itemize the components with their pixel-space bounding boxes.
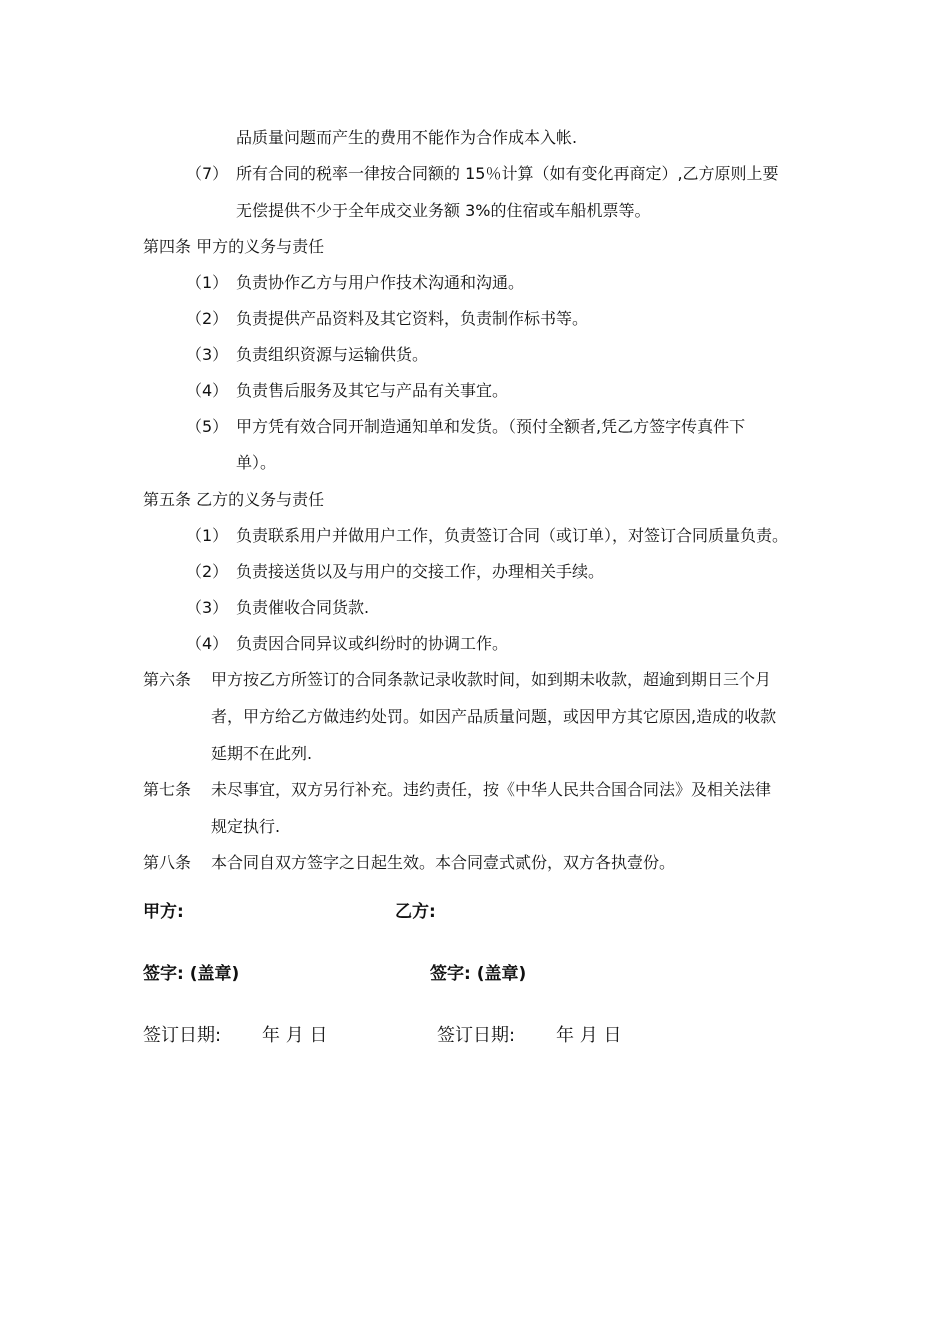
article-4-item-number: （2） [186, 309, 229, 328]
article-4-item-text: 甲方凭有效合同开制造通知单和发货。（预付全额者,凭乙方签字传真件下 [236, 417, 746, 436]
article-4-item-number: （5） [186, 417, 229, 436]
article-7-text-line1: 未尽事宜，双方另行补充。违约责任，按《中华人民共合国合同法》及相关法律 [211, 780, 772, 799]
article-7-label: 第七条 [143, 780, 192, 799]
article-4-item-number: （4） [186, 381, 229, 400]
article-5-item-number: （4） [186, 634, 229, 653]
article-5-item-text: 负责催收合同货款. [236, 598, 370, 617]
party-a-sign-date-label: 签订日期: [143, 1025, 222, 1046]
party-b-signature-seal-label: 签字: (盖章) [430, 964, 527, 984]
article-6-text-line3: 延期不在此列. [211, 744, 313, 763]
article-8-text-line1: 本合同自双方签字之日起生效。本合同壹式贰份，双方各执壹份。 [211, 853, 676, 872]
article-5-heading: 第五条 乙方的义务与责任 [143, 490, 325, 509]
article-5-item-number: （1） [186, 526, 229, 545]
article-6-text-line1: 甲方按乙方所签订的合同条款记录收款时间，如到期未收款，超逾到期日三个月 [211, 670, 772, 689]
party-b-label: 乙方: [395, 902, 436, 922]
article-4-item-text: 负责组织资源与运输供货。 [236, 345, 429, 364]
item-7-text-line2: 无偿提供不少于全年成交业务额 3%的住宿或车船机票等。 [236, 201, 651, 220]
party-b-sign-date-label: 签订日期: [437, 1025, 516, 1046]
party-a-signature-seal-label: 签字: (盖章) [143, 964, 240, 984]
party-a-sign-date-fields: 年 月 日 [262, 1025, 328, 1046]
article-6-label: 第六条 [143, 670, 192, 689]
article-4-heading: 第四条 甲方的义务与责任 [143, 237, 325, 256]
article-5-item-text: 负责因合同异议或纠纷时的协调工作。 [236, 634, 509, 653]
article-4-item-text-continuation: 单）。 [236, 453, 277, 472]
article-6-text-line2: 者，甲方给乙方做违约处罚。如因产品质量问题，或因甲方其它原因,造成的收款 [211, 707, 777, 726]
article-5-item-text: 负责接送货以及与用户的交接工作，办理相关手续。 [236, 562, 605, 581]
article-4-item-text: 负责协作乙方与用户作技术沟通和沟通。 [236, 273, 525, 292]
article-8-label: 第八条 [143, 853, 192, 872]
item-7-text-line1: 所有合同的税率一律按合同额的 15％计算（如有变化再商定）,乙方原则上要 [236, 164, 779, 183]
party-b-sign-date-fields: 年 月 日 [556, 1025, 622, 1046]
item-number-7: （7） [186, 164, 229, 183]
article-5-item-text: 负责联系用户并做用户工作，负责签订合同（或订单），对签订合同质量负责。 [236, 526, 789, 545]
article-4-item-text: 负责售后服务及其它与产品有关事宜。 [236, 381, 509, 400]
clause-continuation-line: 品质量问题而产生的费用不能作为合作成本入帐. [236, 128, 578, 147]
article-5-item-number: （2） [186, 562, 229, 581]
article-7-text-line2: 规定执行. [211, 817, 281, 836]
article-4-item-number: （1） [186, 273, 229, 292]
party-a-label: 甲方: [143, 902, 184, 922]
article-4-item-number: （3） [186, 345, 229, 364]
article-5-item-number: （3） [186, 598, 229, 617]
article-4-item-text: 负责提供产品资料及其它资料，负责制作标书等。 [236, 309, 589, 328]
